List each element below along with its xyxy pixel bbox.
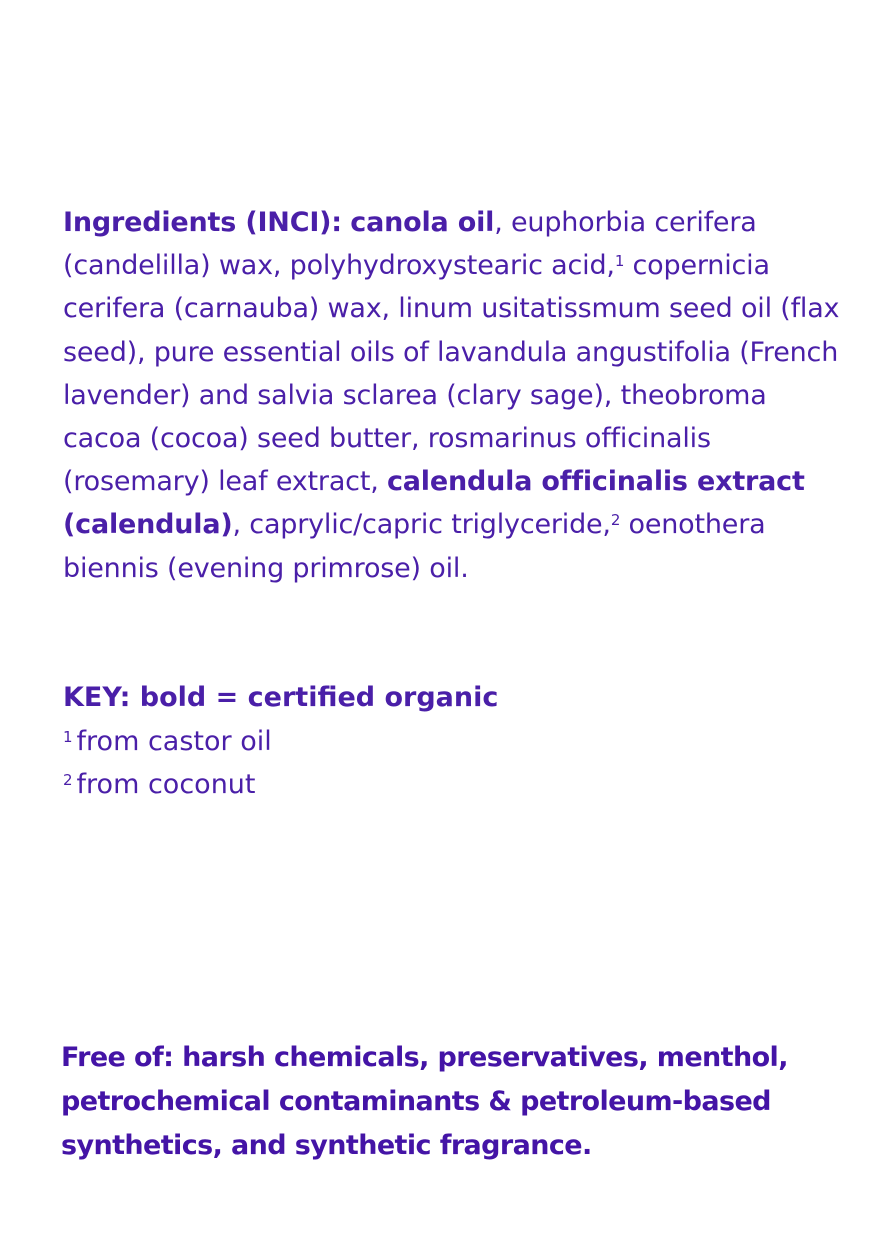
- footnote-1: [63, 720, 853, 764]
- footnote-1-mark: 1: [63, 727, 73, 746]
- footnote-mark-2: 2: [610, 511, 621, 530]
- ingredients-heading: Ingredients (INCI):: [63, 207, 342, 238]
- ingredients-text-2: copernicia cerifera (carnauba) wax, linum usitatissmum seed oil (flax seed), pure essential oils of lavandula angustifolia (French lavender) and salvia sclarea (clary sage), theobroma cacoa (cocoa) seed butter, rosmarinus officinalis (rosemary) leaf extract,: [63, 250, 840, 498]
- free-of-statement: Free of: harsh chemicals, preservatives, menthol, petrochemical contaminants & petroleum-based synthetics, and synthetic fragrance.: [61, 1042, 788, 1161]
- ingredients-text-1: , euphorbia cerifera (candelilla) wax, polyhydroxystearic acid,: [63, 207, 757, 282]
- ingredients-paragraph: [63, 201, 853, 590]
- footnote-2-text: from coconut: [76, 769, 256, 800]
- organic-ingredient-canola: canola oil: [350, 207, 495, 238]
- footnote-2: [63, 763, 853, 807]
- ingredients-text-4: oenothera biennis (evening primrose) oil.: [63, 509, 766, 584]
- footnote-mark-1: 1: [614, 252, 625, 271]
- footnote-1-text: from castor oil: [76, 725, 272, 757]
- key-legend: [63, 676, 853, 807]
- organic-ingredient-calendula: calendula officinalis extract (calendula): [63, 466, 805, 541]
- ingredients-text-3: , caprylic/capric triglyceride,: [232, 509, 611, 541]
- key-title: KEY: bold = certified organic: [63, 682, 499, 713]
- footnote-2-mark: 2: [63, 771, 73, 789]
